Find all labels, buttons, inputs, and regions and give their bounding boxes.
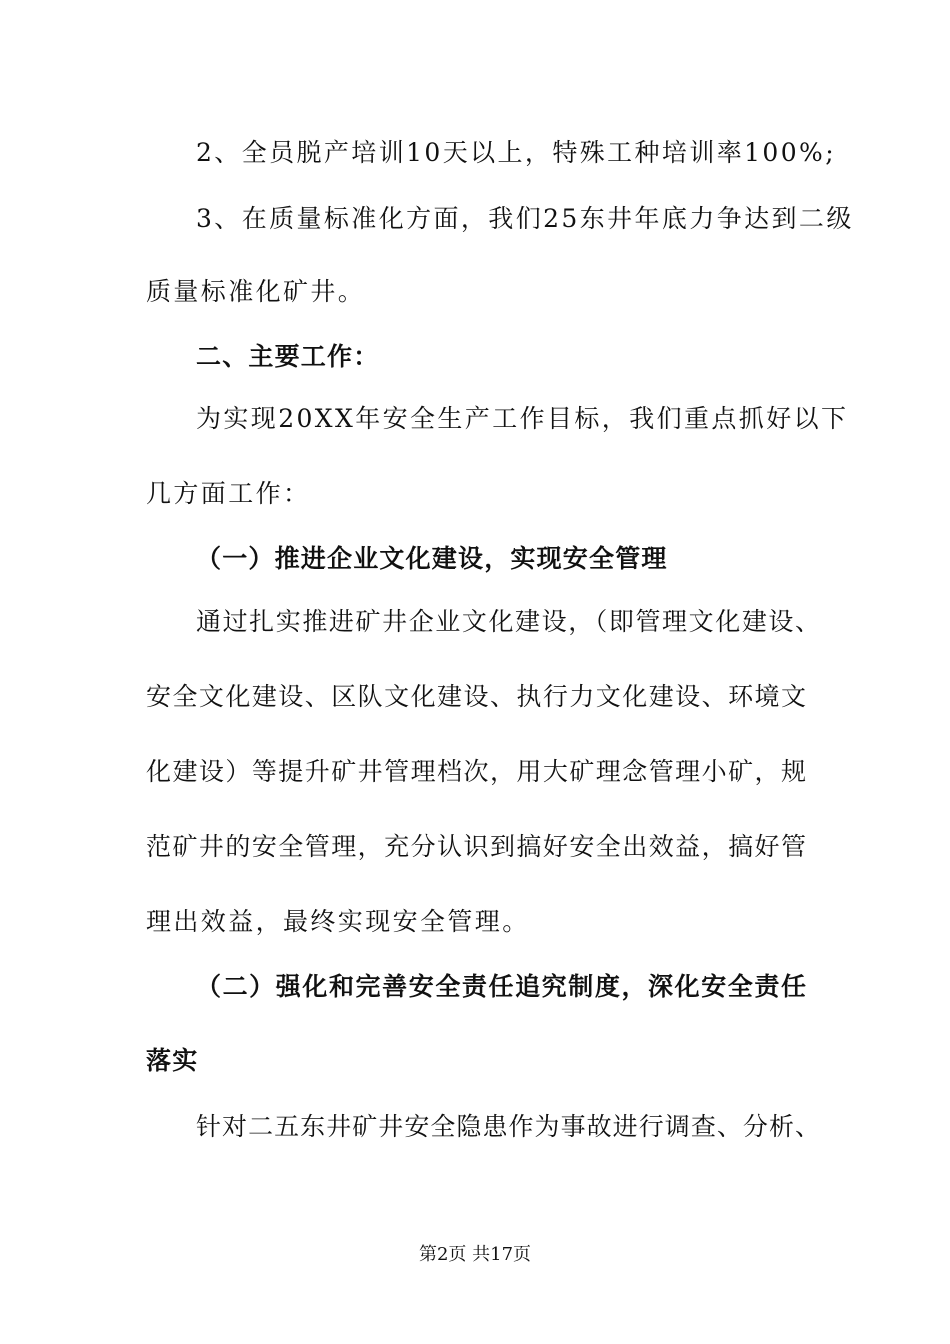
paragraph-investigation-line1: 针对二五东井矿井安全隐患作为事故进行调查、分析、 bbox=[196, 1112, 820, 1141]
paragraph-intro-line1: 为实现20XX年安全生产工作目标，我们重点抓好以下 bbox=[196, 404, 849, 433]
paragraph-training-target: 2、全员脱产培训10天以上，特殊工种培训率100%; bbox=[196, 138, 837, 167]
paragraph-culture-line4: 范矿井的安全管理，充分认识到搞好安全出效益，搞好管 bbox=[146, 832, 806, 861]
paragraph-intro-line2: 几方面工作： bbox=[146, 479, 311, 508]
page-number-footer: 第2页 共17页 bbox=[418, 1244, 532, 1265]
subsection-heading-2-line2: 落实 bbox=[146, 1046, 199, 1075]
subsection-heading-1: （一）推进企业文化建设，实现安全管理 bbox=[196, 544, 668, 573]
paragraph-culture-line3: 化建设）等提升矿井管理档次，用大矿理念管理小矿，规 bbox=[146, 757, 806, 786]
paragraph-quality-target-line1: 3、在质量标准化方面，我们25东井年底力争达到二级 bbox=[196, 204, 854, 233]
paragraph-culture-line1: 通过扎实推进矿井企业文化建设，（即管理文化建设、 bbox=[196, 607, 820, 636]
paragraph-culture-line2: 安全文化建设、区队文化建设、执行力文化建设、环境文 bbox=[146, 682, 806, 711]
paragraph-quality-target-line2: 质量标准化矿井。 bbox=[146, 277, 366, 306]
subsection-heading-2-line1: （二）强化和完善安全责任追究制度，深化安全责任 bbox=[196, 972, 806, 1001]
section-heading-main-work: 二、主要工作： bbox=[196, 342, 380, 371]
paragraph-culture-line5: 理出效益，最终实现安全管理。 bbox=[146, 907, 530, 936]
